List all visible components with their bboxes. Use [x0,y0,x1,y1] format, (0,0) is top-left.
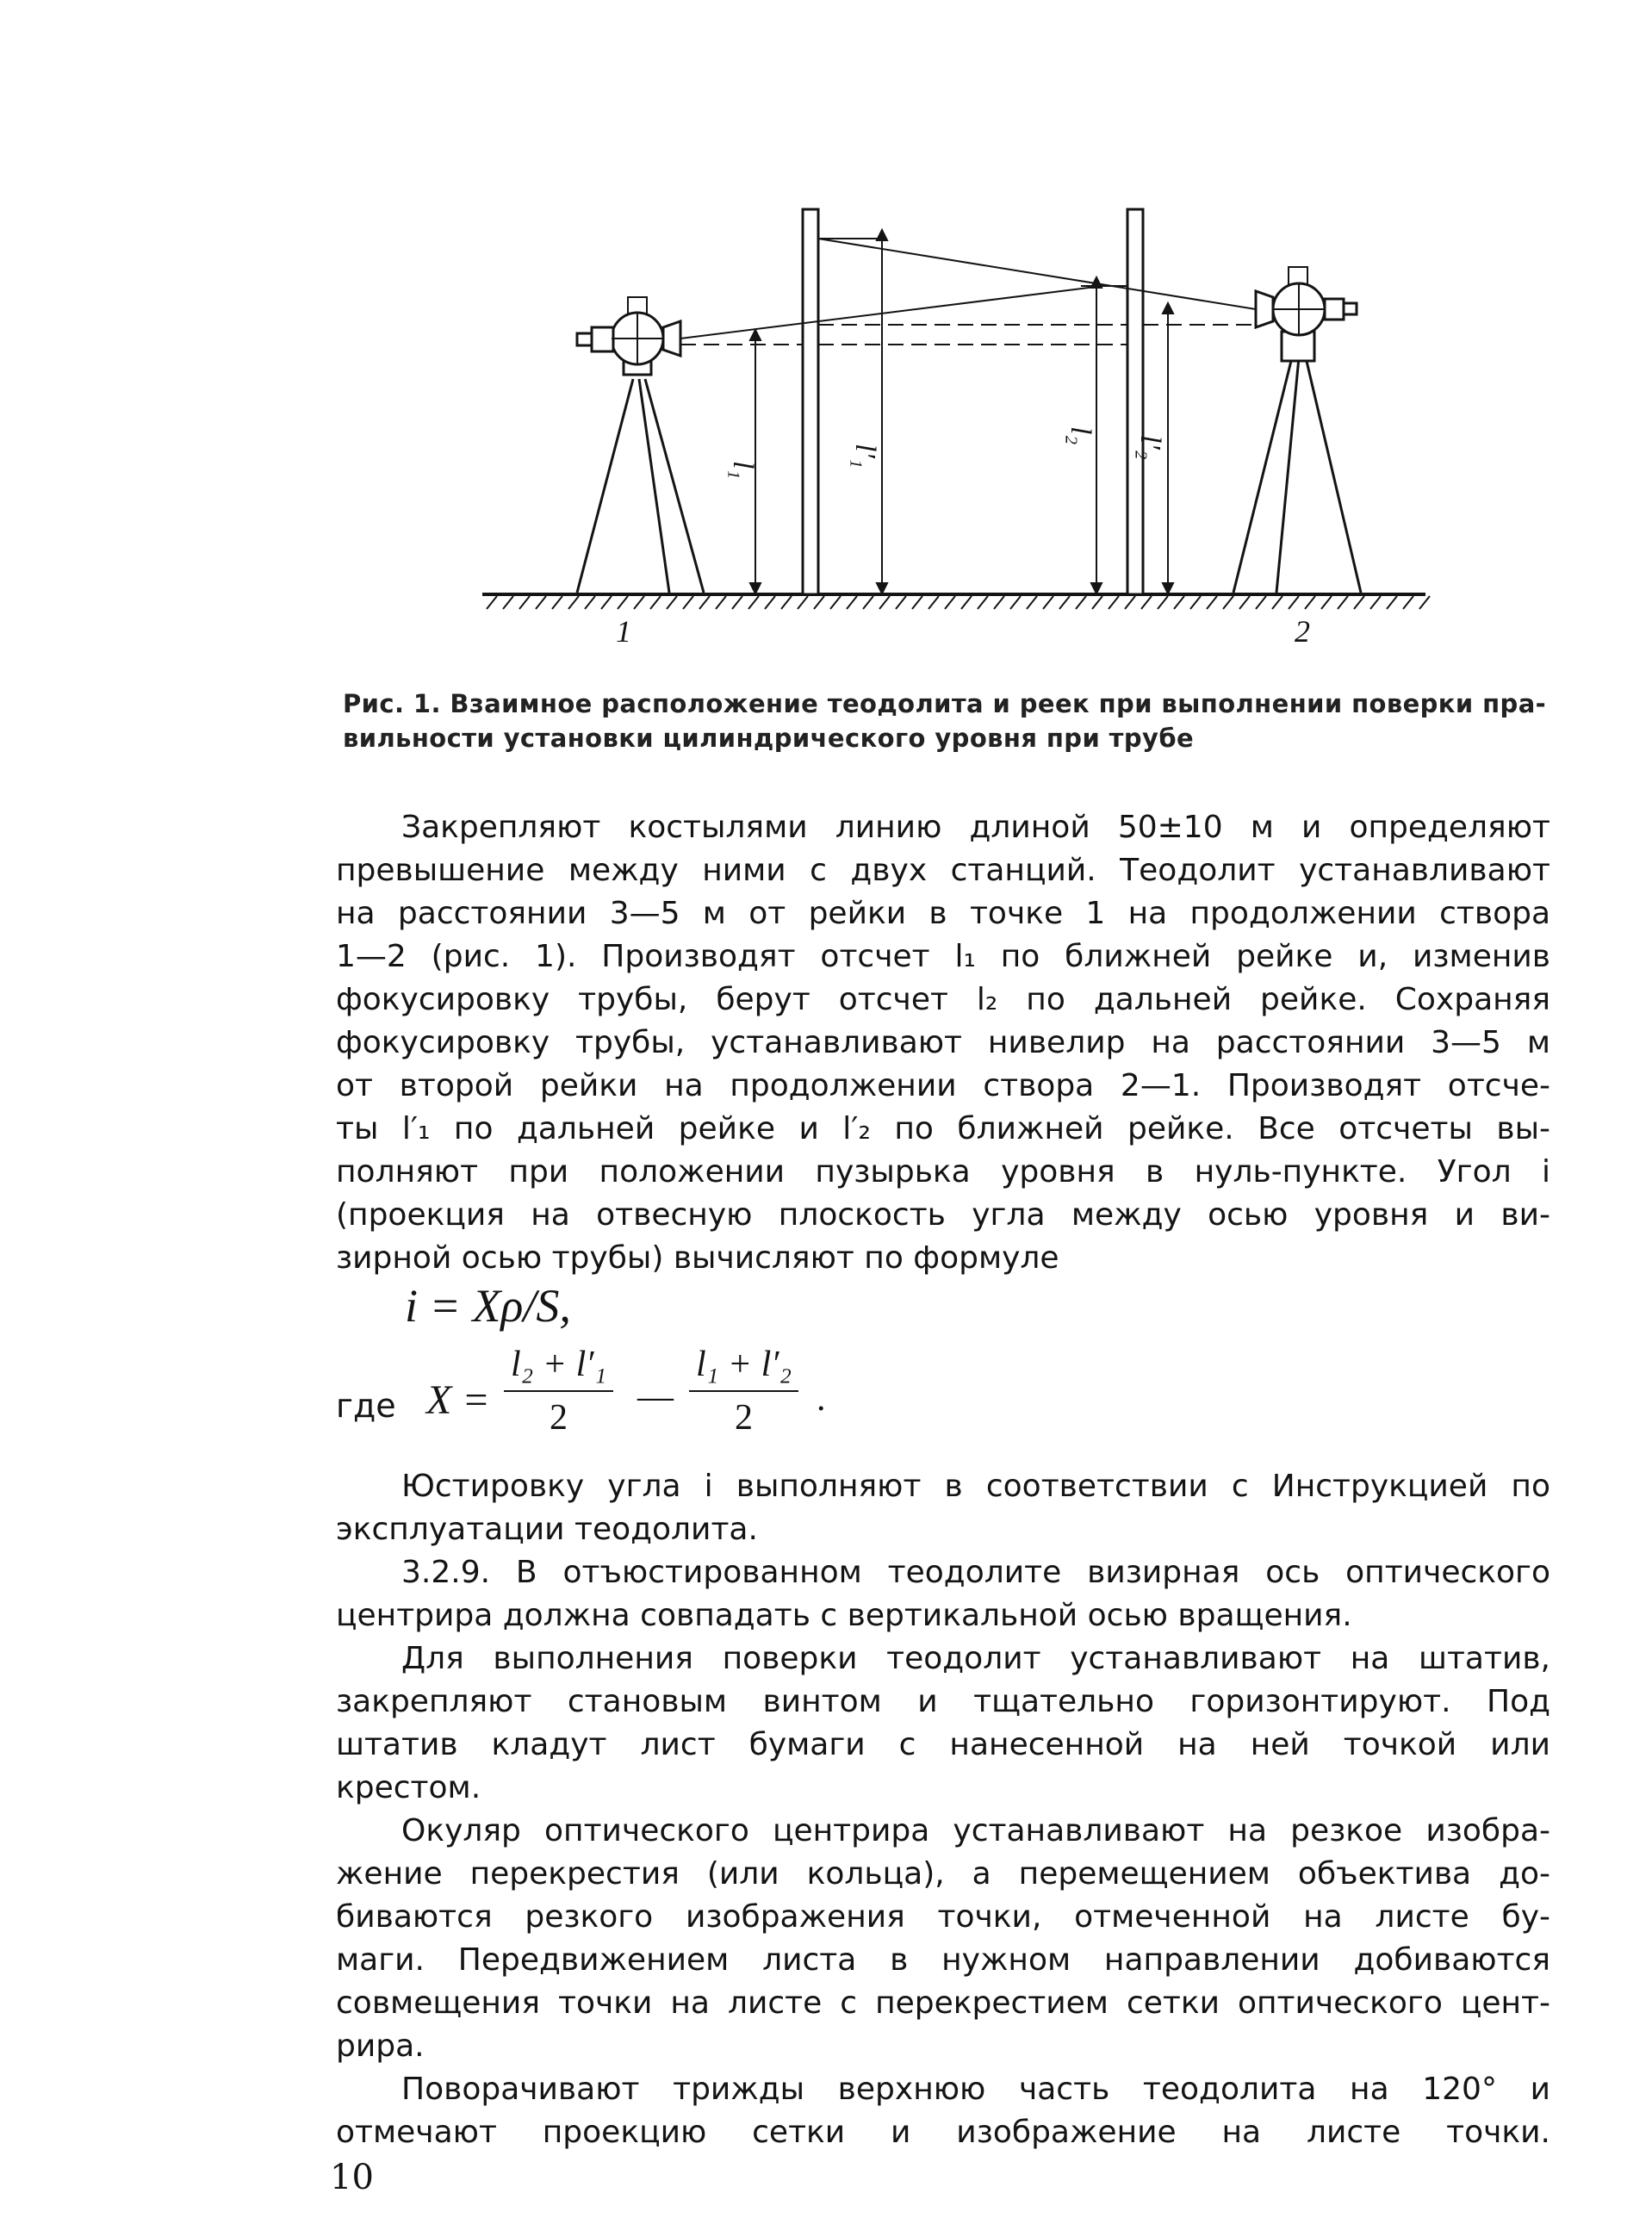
ground-hatch [699,596,710,609]
text-line: превышение между ними с двух станций. Теодолит устанавливают [336,853,1550,888]
text-line: Для выполнения поверки теодолит устанавливают на штатив, [401,1641,1550,1676]
ground-hatch [667,596,677,609]
ground-hatch [1158,596,1168,609]
text-line: 3.2.9. В отъюстированном теодолите визирная ось оптического [401,1555,1550,1590]
ground-hatch [716,596,726,609]
fraction-2-numerator: l₁ + l′₂ [689,1344,798,1392]
ground-hatch [847,596,857,609]
fraction-2 [689,1344,798,1438]
ground-hatch [519,596,530,609]
text-line: на расстоянии 3—5 м от рейки в точке 1 на продолжении створа [336,896,1550,931]
ground-hatch [765,596,775,609]
ground-hatch [683,596,693,609]
text-line: рира. [336,2029,425,2064]
ground-hatch [1305,596,1315,609]
ground-hatch [928,596,939,609]
ground-hatch [912,596,922,609]
ground-hatch [634,596,644,609]
ground-hatch [1141,596,1152,609]
ground-hatch [1419,596,1430,609]
formula-period: . [817,1379,826,1419]
text-line: ты l′₁ по дальней рейке и l′₂ по ближней рейке. Все отсчеты вы- [336,1111,1550,1146]
text-line: эксплуатации теодолита. [336,1512,758,1547]
text-line: зирной осью трубы) вычисляют по формуле [336,1240,1059,1276]
ground-hatch [814,596,824,609]
text-line: совмещения точки на листе с перекрестием сетки оптического цент- [336,1985,1550,2021]
ground-hatch [1256,596,1266,609]
ground-hatch [1092,596,1102,609]
left-theodolite [577,297,704,593]
fraction-2-denominator: 2 [735,1398,754,1438]
ground-hatch [994,596,1004,609]
ground-hatch [732,596,742,609]
text-line: закрепляют становым винтом и тщательно горизонтируют. Под [336,1684,1550,1719]
ground-hatch [1109,596,1119,609]
formula-i: i = Xρ/S, [405,1280,571,1332]
ground-hatch [863,596,873,609]
ground-hatch [961,596,972,609]
label-l1: l₁ [727,461,759,480]
ground-hatch [1272,596,1282,609]
formula-minus: — [637,1377,674,1417]
page-number: 10 [330,2158,374,2197]
label-l2: l₂ [1065,426,1096,445]
ground-hatch [601,596,612,609]
text-line: от второй рейки на продолжении створа 2—1. Производят отсче- [336,1068,1550,1103]
text-line: Окуляр оптического центрира устанавливают на резкое изобра- [401,1813,1550,1848]
text-line: фокусировку трубы, берут отсчет l₂ по дальней рейке. Сохраняя [336,982,1550,1017]
ground-hatch [1027,596,1037,609]
ground-hatch [1387,596,1397,609]
ground-hatch [1174,596,1184,609]
text-line: крестом. [336,1770,481,1805]
ground-hatch [830,596,841,609]
formula-x-label: X = [426,1377,490,1423]
label-l2-prime: l′₂ [1134,435,1166,460]
ground-hatch [1223,596,1233,609]
staff-near-2 [1127,209,1143,594]
figure-caption-line-1: Рис. 1. Взаимное расположение теодолита и реек при выполнении поверки пра- [343,689,1547,718]
ground-hatch [781,596,792,609]
text-line: центрира должна совпадать с вертикальной осью вращения. [336,1598,1352,1633]
right-theodolite [1233,267,1361,593]
point-2-label: 2 [1295,614,1310,649]
ground-hatch [1076,596,1086,609]
ground-hatch [1190,596,1201,609]
fraction-1-denominator: 2 [550,1398,568,1438]
text-line: (проекция на отвесную плоскость угла между осью уровня и ви- [336,1197,1550,1233]
ground-hatch [798,596,808,609]
figure-1-diagram [448,185,1447,685]
text-line: Юстировку угла i выполняют в соответствии с Инструкцией по [401,1469,1550,1504]
ground-hatch [1059,596,1070,609]
text-line: Поворачивают трижды верхнюю часть теодолита на 120° и [401,2072,1550,2107]
ground-hatch [1321,596,1332,609]
text-line: 1—2 (рис. 1). Производят отсчет l₁ по ближней рейке и, изменив [336,939,1550,974]
ground-hatch [1239,596,1250,609]
text-line: Закрепляют костылями линию длиной 50±10 м и определяют [401,810,1550,845]
ground-hatch [618,596,628,609]
fraction-1-numerator: l₂ + l′₁ [504,1344,613,1392]
ground-hatch [568,596,579,609]
ground-hatch [1207,596,1217,609]
ground-hatch [1338,596,1348,609]
text-line: маги. Передвижением листа в нужном направлении добиваются [336,1942,1550,1978]
formula-where-label: где [336,1387,396,1425]
ground-hatch [650,596,661,609]
text-line: полняют при положении пузырька уровня в нуль-пункте. Угол i [336,1154,1550,1190]
text-line: жение перекрестия (или кольца), а перемещением объектива до- [336,1856,1550,1892]
ground-hatch [945,596,955,609]
text-line: штатив кладут лист бумаги с нанесенной на ней точкой или [336,1727,1550,1762]
ground-hatch [748,596,759,609]
ground-hatch [1043,596,1053,609]
text-line: фокусировку трубы, устанавливают нивелир на расстоянии 3—5 м [336,1025,1550,1060]
point-1-label: 1 [616,614,631,649]
staff-near-1 [803,209,818,594]
ground-hatch [536,596,546,609]
ground-hatch [1289,596,1299,609]
ground-hatch [1125,596,1135,609]
figure-caption-line-2: вильности установки цилиндрического уровня при трубе [343,724,1195,753]
ground-hatch [1403,596,1413,609]
ground-hatch [552,596,562,609]
label-l1-prime: l′₁ [849,444,881,469]
ground-hatch [1354,596,1364,609]
ground-hatch [1370,596,1381,609]
text-line: биваются резкого изображения точки, отмеченной на листе бу- [336,1899,1550,1935]
ground-hatch [896,596,906,609]
fraction-1 [504,1344,613,1438]
ground-hatch [503,596,513,609]
text-line: отмечают проекцию сетки и изображение на листе точки. [336,2115,1550,2150]
ground-hatch [585,596,595,609]
ground-hatch [487,596,497,609]
ground-hatch [879,596,890,609]
ground-hatch [1010,596,1021,609]
ground-hatch [978,596,988,609]
